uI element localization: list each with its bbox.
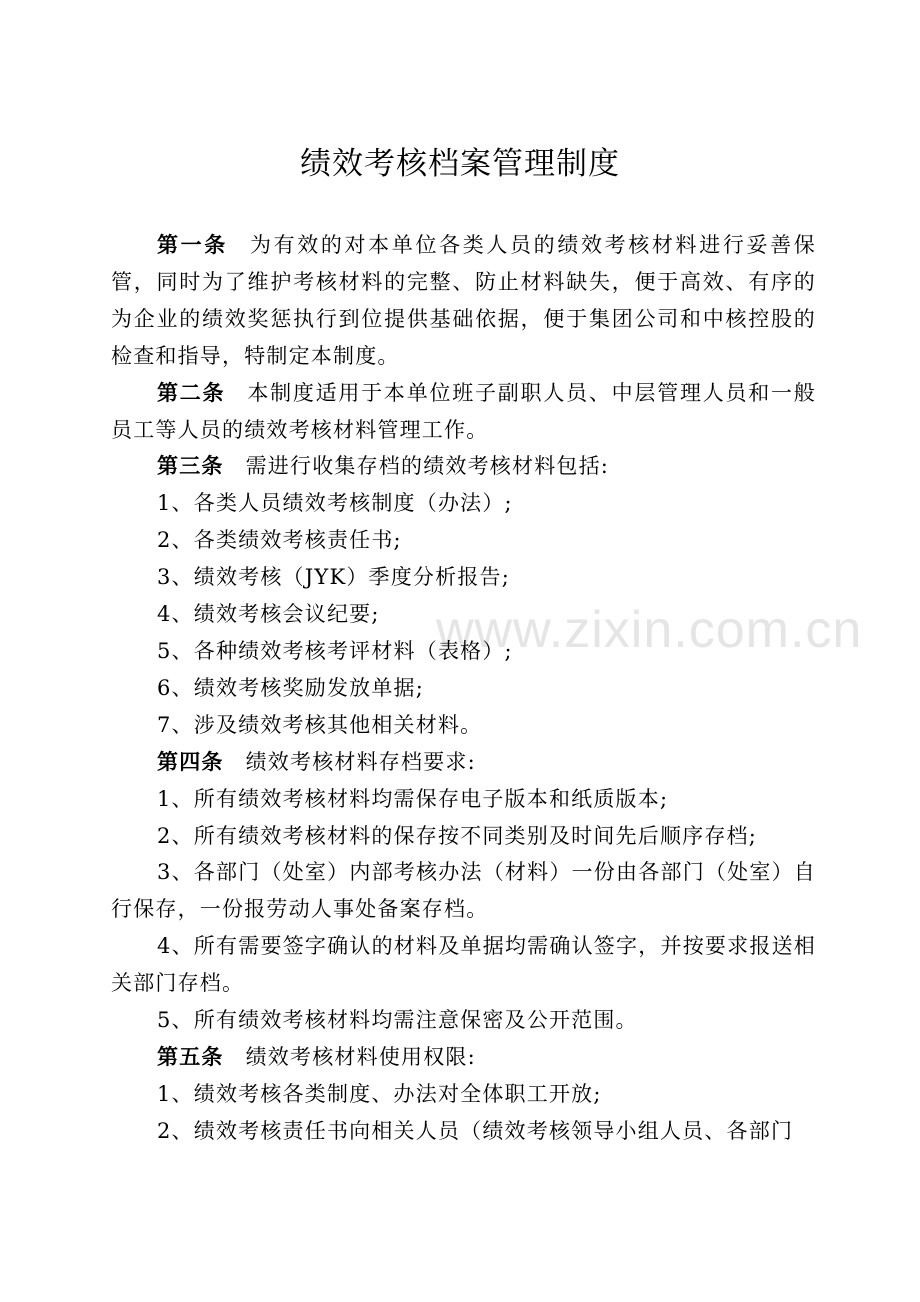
list-item-text: 5、所有绩效考核材料均需注意保密及公开范围。	[157, 1008, 638, 1033]
article-text: 本制度适用于本单位班子副职人员、中层管理人员和一般员工等人员的绩效考核材料管理工作。	[111, 380, 816, 442]
list-item-text: 6、绩效考核奖励发放单据;	[157, 675, 425, 700]
article-1	[111, 227, 816, 375]
list-item-text: 3、绩效考核（JYK）季度分析报告;	[157, 565, 511, 590]
list-item	[111, 818, 816, 855]
list-item	[111, 485, 816, 522]
list-item-text: 4、所有需要签字确认的材料及单据均需确认签字，并按要求报送相关部门存档。	[111, 934, 816, 996]
article-label: 第二条	[157, 380, 226, 405]
article-5	[111, 1039, 816, 1076]
list-item-text: 7、涉及绩效考核其他相关材料。	[157, 712, 483, 737]
article-text: 为有效的对本单位各类人员的绩效考核材料进行妥善保管，同时为了维护考核材料的完整、防止材料缺失，便于高效、有序的为企业的绩效奖惩执行到位提供基础依据，便于集团公司和中核控股的检查和指导，特制定本制度。	[111, 233, 816, 368]
list-item	[111, 928, 816, 1002]
article-label: 第四条	[157, 749, 224, 774]
article-text: 需进行收集存档的绩效考核材料包括:	[245, 454, 610, 479]
article-label: 第三条	[157, 454, 224, 479]
list-item	[111, 1076, 816, 1113]
list-item	[111, 1113, 816, 1150]
list-item-text: 2、所有绩效考核材料的保存按不同类别及时间先后顺序存档;	[157, 823, 758, 848]
list-item-text: 4、绩效考核会议纪要;	[157, 602, 380, 627]
article-4	[111, 744, 816, 781]
list-item	[111, 596, 816, 633]
list-item-text: 1、各类人员绩效考核制度（办法）;	[157, 491, 513, 516]
document-title: 绩效考核档案管理制度	[300, 146, 620, 182]
list-item-text: 5、各种绩效考核考评材料（表格）;	[157, 638, 513, 663]
list-item	[111, 670, 816, 707]
list-item	[111, 781, 816, 818]
list-item	[111, 1002, 816, 1039]
article-label: 第五条	[157, 1044, 224, 1069]
article-text: 绩效考核材料使用权限:	[245, 1044, 476, 1069]
article-3	[111, 448, 816, 485]
list-item-text: 2、各类绩效考核责任书;	[157, 528, 402, 553]
list-item	[111, 559, 816, 596]
list-item-text: 1、绩效考核各类制度、办法对全体职工开放;	[157, 1081, 602, 1106]
article-text: 绩效考核材料存档要求:	[245, 749, 476, 774]
document-body	[111, 227, 816, 1150]
list-item-text: 2、绩效考核责任书向相关人员（绩效考核领导小组人员、各部门	[157, 1118, 794, 1143]
list-item	[111, 854, 816, 928]
watermark: www.zixin.com.cn	[436, 601, 863, 659]
list-item	[111, 522, 816, 559]
article-2	[111, 375, 816, 449]
list-item-text: 1、所有绩效考核材料均需保存电子版本和纸质版本;	[157, 786, 669, 811]
article-label: 第一条	[157, 233, 228, 257]
list-item	[111, 633, 816, 670]
list-item-text: 3、各部门（处室）内部考核办法（材料）一份由各部门（处室）自行保存，一份报劳动人事处备案存档。	[111, 860, 816, 922]
list-item	[111, 707, 816, 744]
